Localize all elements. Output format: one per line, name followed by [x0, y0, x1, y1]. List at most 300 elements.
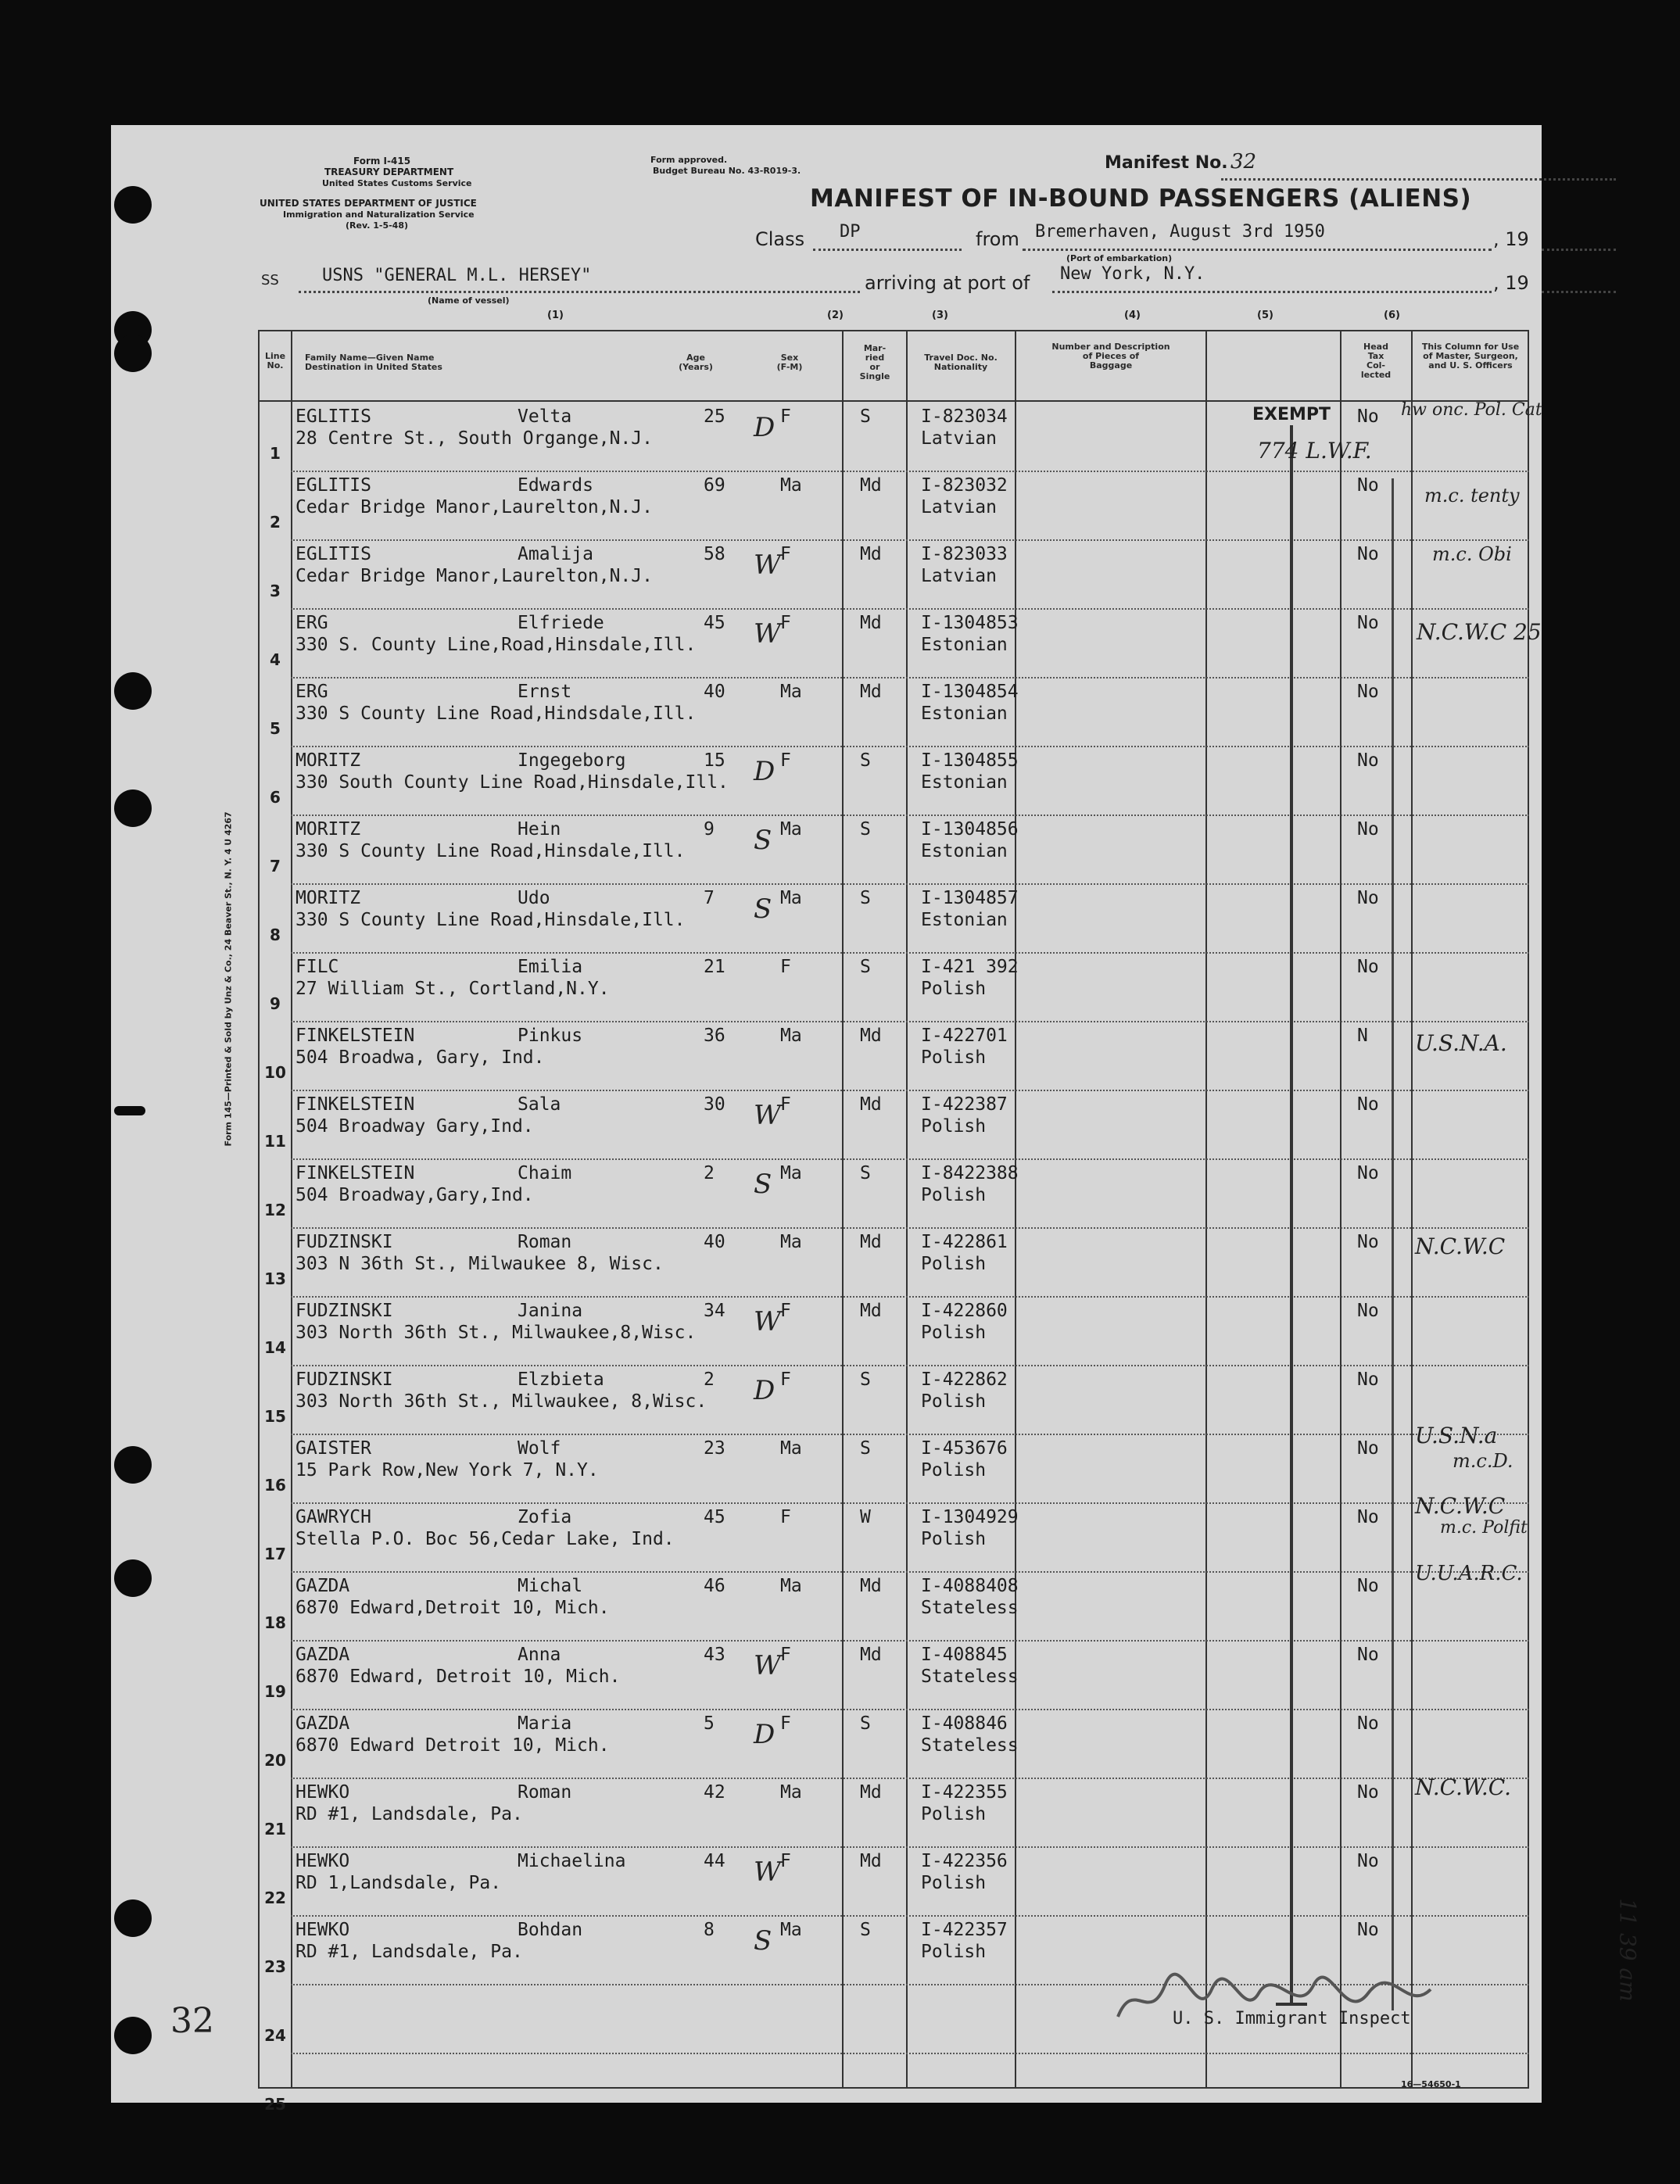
- head-tax: N: [1357, 1026, 1368, 1046]
- head-tax: No: [1357, 406, 1379, 427]
- age: 45: [704, 613, 725, 633]
- sex: F: [780, 1713, 791, 1734]
- destination: 6870 Edward Detroit 10, Mich.: [296, 1735, 610, 1756]
- destination: Cedar Bridge Manor,Laurelton,N.J.: [296, 497, 653, 517]
- age: 8: [704, 1920, 715, 1940]
- col-number: (6): [1384, 310, 1400, 321]
- line-number: 22: [264, 1889, 286, 1907]
- sex-mark: D: [754, 1719, 776, 1750]
- nationality: Stateless: [921, 1598, 1019, 1618]
- age: 40: [704, 682, 725, 702]
- customs-line: United States Customs Service: [322, 178, 472, 188]
- nationality: Stateless: [921, 1667, 1019, 1687]
- punch-hole: [114, 672, 152, 710]
- travel-doc-number: I-422356: [921, 1851, 1008, 1871]
- destination: 6870 Edward, Detroit 10, Mich.: [296, 1667, 621, 1687]
- nationality: Estonian: [921, 635, 1008, 655]
- given-name: Roman: [518, 1232, 572, 1252]
- ins-line: Immigration and Naturalization Service: [283, 209, 475, 220]
- family-name: FUDZINSKI: [296, 1301, 393, 1321]
- age: 58: [704, 544, 725, 564]
- officer-note: N.C.W.C: [1415, 1493, 1506, 1519]
- head-tax: No: [1357, 1713, 1379, 1734]
- family-name: EGLITIS: [296, 406, 371, 427]
- officer-note: U.S.N.a: [1415, 1423, 1498, 1448]
- age: 7: [704, 888, 715, 908]
- rev-line: (Rev. 1-5-48): [346, 220, 409, 231]
- passenger-table: [258, 330, 1529, 2114]
- punch-hole: [114, 1106, 145, 1115]
- travel-doc-number: I-422862: [921, 1369, 1008, 1390]
- sex: F: [780, 1301, 791, 1321]
- table-row: [258, 539, 1529, 608]
- tax-brace-line: [1392, 478, 1394, 2010]
- sex-mark: S: [754, 825, 772, 856]
- family-name: EGLITIS: [296, 475, 371, 496]
- travel-doc-number: I-1304857: [921, 888, 1019, 908]
- justice-line: UNITED STATES DEPARTMENT OF JUSTICE: [260, 198, 477, 209]
- nationality: Estonian: [921, 910, 1008, 930]
- travel-doc-number: I-823033: [921, 544, 1008, 564]
- punch-hole: [114, 2017, 152, 2054]
- travel-doc-number: I-408845: [921, 1645, 1008, 1665]
- table-row: [258, 1502, 1529, 1571]
- given-name: Hein: [518, 819, 561, 840]
- line-number: 11: [264, 1132, 286, 1151]
- sex: F: [780, 957, 791, 977]
- header-travel-doc: Travel Doc. No. Nationality: [924, 353, 998, 372]
- from-value: Bremerhaven, August 3rd 1950: [1035, 222, 1325, 242]
- line-number: 4: [270, 650, 281, 669]
- marital-status: Md: [860, 613, 882, 633]
- travel-doc-number: I-1304929: [921, 1507, 1019, 1527]
- sex: Ma: [780, 682, 802, 702]
- sex-mark: W: [754, 618, 781, 650]
- travel-doc-number: I-1304855: [921, 750, 1019, 771]
- sex: F: [780, 544, 791, 564]
- marital-status: S: [860, 1163, 871, 1183]
- treasury-line: TREASURY DEPARTMENT: [324, 166, 454, 177]
- given-name: Bohdan: [518, 1920, 583, 1940]
- given-name: Wolf: [518, 1438, 561, 1459]
- age: 5: [704, 1713, 715, 1734]
- arriving-label: arriving at port of: [865, 272, 1030, 294]
- sex: F: [780, 406, 791, 427]
- table-row: [258, 883, 1529, 952]
- marital-status: S: [860, 1713, 871, 1734]
- marital-status: Md: [860, 1301, 882, 1321]
- given-name: Elfriede: [518, 613, 604, 633]
- sex-mark: S: [754, 893, 772, 925]
- family-name: FINKELSTEIN: [296, 1163, 415, 1183]
- manifest-no-dots: [1221, 178, 1616, 181]
- given-name: Udo: [518, 888, 550, 908]
- family-name: GAWRYCH: [296, 1507, 371, 1527]
- table-row: [258, 1778, 1529, 1846]
- head-tax: No: [1357, 819, 1379, 840]
- sex: Ma: [780, 1782, 802, 1803]
- destination: 330 S County Line Road,Hindsdale,Ill.: [296, 704, 697, 724]
- age: 15: [704, 750, 725, 771]
- marital-status: Md: [860, 1026, 882, 1046]
- given-name: Ingegeborg: [518, 750, 626, 771]
- header-married: Mar- ried or Single: [859, 343, 890, 381]
- line-number: 14: [264, 1338, 286, 1357]
- family-name: ERG: [296, 613, 328, 633]
- nationality: Polish: [921, 1460, 987, 1480]
- family-name: FINKELSTEIN: [296, 1094, 415, 1115]
- marital-status: Md: [860, 1645, 882, 1665]
- line-number: 12: [264, 1201, 286, 1219]
- age: 36: [704, 1026, 725, 1046]
- family-name: ERG: [296, 682, 328, 702]
- marital-status: S: [860, 888, 871, 908]
- arriving-port: New York, N.Y.: [1060, 264, 1205, 284]
- line-number: 21: [264, 1820, 286, 1838]
- age: 2: [704, 1369, 715, 1390]
- nationality: Polish: [921, 1873, 987, 1893]
- given-name: Sala: [518, 1094, 561, 1115]
- destination: RD 1,Landsdale, Pa.: [296, 1873, 502, 1893]
- destination: 27 William St., Cortland,N.Y.: [296, 979, 610, 999]
- age: 46: [704, 1576, 725, 1596]
- head-tax: No: [1357, 1851, 1379, 1871]
- sex: Ma: [780, 1163, 802, 1183]
- marital-status: S: [860, 957, 871, 977]
- line-number: 9: [270, 994, 281, 1013]
- sex: Ma: [780, 1232, 802, 1252]
- marital-status: S: [860, 750, 871, 771]
- sex-mark: D: [754, 756, 776, 787]
- nationality: Stateless: [921, 1735, 1019, 1756]
- table-row: [258, 952, 1529, 1021]
- header-line-no: Line No.: [264, 351, 286, 371]
- year-dots-1: [1542, 249, 1616, 251]
- head-tax: No: [1357, 1369, 1379, 1390]
- nationality: Estonian: [921, 841, 1008, 861]
- table-row: [258, 2053, 1529, 2121]
- family-name: HEWKO: [296, 1851, 350, 1871]
- officer-note: N.C.W.C 25: [1417, 619, 1542, 645]
- nationality: Polish: [921, 1116, 987, 1137]
- destination: 303 North 36th St., Milwaukee, 8,Wisc.: [296, 1391, 707, 1412]
- marital-status: Md: [860, 475, 882, 496]
- form-number: Form I-415: [353, 156, 411, 166]
- punch-hole: [114, 1446, 152, 1484]
- family-name: EGLITIS: [296, 544, 371, 564]
- line-number: 6: [270, 788, 281, 807]
- year-dots-2: [1542, 291, 1616, 293]
- line-number: 5: [270, 719, 281, 738]
- marital-status: Md: [860, 1782, 882, 1803]
- given-name: Anna: [518, 1645, 561, 1665]
- marital-status: S: [860, 406, 871, 427]
- class-label: Class: [755, 228, 805, 250]
- given-name: Roman: [518, 1782, 572, 1803]
- head-tax: No: [1357, 750, 1379, 771]
- table-row: [258, 815, 1529, 883]
- family-name: FUDZINSKI: [296, 1369, 393, 1390]
- table-row: [258, 1296, 1529, 1365]
- head-tax: No: [1357, 1507, 1379, 1527]
- given-name: Elzbieta: [518, 1369, 604, 1390]
- punch-hole: [114, 186, 152, 224]
- nationality: Polish: [921, 979, 987, 999]
- table-row: [258, 608, 1529, 677]
- sex-mark: W: [754, 1650, 781, 1681]
- sex-mark: W: [754, 1100, 781, 1131]
- class-dots: [813, 249, 962, 251]
- age: 44: [704, 1851, 725, 1871]
- head-tax: No: [1357, 888, 1379, 908]
- family-name: GAZDA: [296, 1645, 350, 1665]
- marital-status: W: [860, 1507, 871, 1527]
- sex: Ma: [780, 1438, 802, 1459]
- travel-doc-number: I-4088408: [921, 1576, 1019, 1596]
- sex: Ma: [780, 1576, 802, 1596]
- marital-status: Md: [860, 1232, 882, 1252]
- table-row: [258, 746, 1529, 815]
- family-name: MORITZ: [296, 819, 361, 840]
- age: 43: [704, 1645, 725, 1665]
- line-number: 3: [270, 582, 281, 600]
- header-head-tax: Head Tax Col- lected: [1360, 342, 1392, 380]
- nationality: Polish: [921, 1254, 987, 1274]
- officer-note: 774 L.W.F.: [1257, 438, 1372, 464]
- col-number: (2): [827, 310, 844, 321]
- head-tax: No: [1357, 1232, 1379, 1252]
- head-tax: No: [1357, 475, 1379, 496]
- nationality: Latvian: [921, 497, 997, 517]
- officer-note: N.C.W.C: [1415, 1233, 1506, 1259]
- age: 30: [704, 1094, 725, 1115]
- manifest-sheet: [111, 125, 1641, 2114]
- family-name: GAZDA: [296, 1576, 350, 1596]
- nationality: Estonian: [921, 772, 1008, 793]
- line-number: 8: [270, 926, 281, 944]
- head-tax: No: [1357, 1438, 1379, 1459]
- officer-note: m.c.D.: [1453, 1450, 1513, 1472]
- family-name: FINKELSTEIN: [296, 1026, 415, 1046]
- sex-mark: D: [754, 1375, 776, 1406]
- destination: 6870 Edward,Detroit 10, Mich.: [296, 1598, 610, 1618]
- given-name: Pinkus: [518, 1026, 583, 1046]
- destination: 330 S County Line Road,Hinsdale,Ill.: [296, 910, 686, 930]
- ss-label: SS: [261, 272, 279, 288]
- officer-note: U.U.A.R.C.: [1415, 1562, 1523, 1585]
- table-row: [258, 1571, 1529, 1640]
- travel-doc-number: I-422701: [921, 1026, 1008, 1046]
- nationality: Estonian: [921, 704, 1008, 724]
- exempt-vertical-line: [1290, 425, 1293, 2006]
- nationality: Polish: [921, 1942, 987, 1962]
- given-name: Emilia: [518, 957, 583, 977]
- punch-hole: [114, 1559, 152, 1597]
- given-name: Velta: [518, 406, 572, 427]
- from-label: from: [976, 228, 1019, 250]
- exempt-stamp: EXEMPT: [1252, 405, 1331, 424]
- nationality: Polish: [921, 1047, 987, 1068]
- given-name: Ernst: [518, 682, 572, 702]
- sex-mark: W: [754, 1856, 781, 1888]
- officer-note: m.c. Polfit: [1440, 1518, 1528, 1538]
- sex: Ma: [780, 1920, 802, 1940]
- marital-status: Md: [860, 1851, 882, 1871]
- officer-note: 11 39 am: [1614, 1898, 1641, 2002]
- travel-doc-number: I-1304853: [921, 613, 1019, 633]
- officer-note: hw onc. Pol. Cat: [1401, 400, 1542, 420]
- sex: F: [780, 750, 791, 771]
- punch-hole: [114, 789, 152, 827]
- family-name: HEWKO: [296, 1920, 350, 1940]
- table-row: [258, 1090, 1529, 1158]
- destination: 303 North 36th St., Milwaukee,8,Wisc.: [296, 1323, 697, 1343]
- year-suffix-2: , 19: [1493, 272, 1529, 294]
- col-number: (5): [1257, 310, 1273, 321]
- head-tax: No: [1357, 1920, 1379, 1940]
- punch-hole: [114, 335, 152, 372]
- destination: 330 South County Line Road,Hinsdale,Ill.: [296, 772, 729, 793]
- destination: RD #1, Landsdale, Pa.: [296, 1804, 523, 1824]
- header-officers: This Column for Use of Master, Surgeon, and U. S. Officers: [1421, 342, 1520, 371]
- vessel-dots: [299, 291, 860, 293]
- vessel-caption: (Name of vessel): [428, 295, 510, 306]
- table-row: [258, 677, 1529, 746]
- age: 42: [704, 1782, 725, 1803]
- header-sex: Sex (F-M): [776, 353, 803, 372]
- family-name: MORITZ: [296, 750, 361, 771]
- table-row: [258, 1434, 1529, 1502]
- nationality: Polish: [921, 1529, 987, 1549]
- printer-side-text: Form 145—Printed & Sold by Unz & Co., 24 Beaver St., N. Y. 4 U 4267: [223, 811, 234, 1147]
- head-tax: No: [1357, 544, 1379, 564]
- col-number: (4): [1124, 310, 1141, 321]
- manifest-title: MANIFEST OF IN-BOUND PASSENGERS (ALIENS): [810, 184, 1472, 213]
- from-dots: [1023, 249, 1492, 251]
- travel-doc-number: I-422357: [921, 1920, 1008, 1940]
- officer-note: m.c. tenty: [1424, 485, 1520, 507]
- given-name: Michaelina: [518, 1851, 626, 1871]
- age: 34: [704, 1301, 725, 1321]
- table-row: [258, 1365, 1529, 1434]
- table-row: [258, 471, 1529, 539]
- destination: 504 Broadway Gary,Ind.: [296, 1116, 534, 1137]
- marital-status: Md: [860, 1576, 882, 1596]
- head-tax: No: [1357, 1094, 1379, 1115]
- destination: 504 Broadwa, Gary, Ind.: [296, 1047, 545, 1068]
- nationality: Polish: [921, 1804, 987, 1824]
- travel-doc-number: I-1304854: [921, 682, 1019, 702]
- sex: F: [780, 1369, 791, 1390]
- marital-status: S: [860, 1369, 871, 1390]
- arriving-dots: [1052, 291, 1492, 293]
- margin-number: 32: [170, 2001, 214, 2041]
- sex: Ma: [780, 475, 802, 496]
- travel-doc-number: I-422861: [921, 1232, 1008, 1252]
- head-tax: No: [1357, 1301, 1379, 1321]
- table-row: [258, 1709, 1529, 1778]
- given-name: Janina: [518, 1301, 583, 1321]
- table-row: [258, 1158, 1529, 1227]
- line-number: 10: [264, 1063, 286, 1082]
- destination: 28 Centre St., South Organge,N.J.: [296, 428, 653, 449]
- line-number: 7: [270, 857, 281, 875]
- punch-hole: [114, 1899, 152, 1937]
- line-number: 15: [264, 1407, 286, 1426]
- family-name: GAZDA: [296, 1713, 350, 1734]
- sex-mark: S: [754, 1925, 772, 1957]
- form-approved: Form approved.: [650, 155, 728, 165]
- line-number: 18: [264, 1613, 286, 1632]
- given-name: Zofia: [518, 1507, 572, 1527]
- travel-doc-number: I-823032: [921, 475, 1008, 496]
- table-row: [258, 1640, 1529, 1709]
- travel-doc-number: I-1304856: [921, 819, 1019, 840]
- line-number: 19: [264, 1682, 286, 1701]
- budget-bureau: Budget Bureau No. 43-R019-3.: [653, 166, 801, 176]
- destination: Cedar Bridge Manor,Laurelton,N.J.: [296, 566, 653, 586]
- age: 23: [704, 1438, 725, 1459]
- travel-doc-number: I-422355: [921, 1782, 1008, 1803]
- travel-doc-number: I-408846: [921, 1713, 1008, 1734]
- sex-mark: S: [754, 1169, 772, 1200]
- travel-doc-number: I-421 392: [921, 957, 1019, 977]
- given-name: Chaim: [518, 1163, 572, 1183]
- marital-status: Md: [860, 1094, 882, 1115]
- head-tax: No: [1357, 957, 1379, 977]
- line-number: 17: [264, 1545, 286, 1563]
- officer-note: m.c. Obi: [1432, 543, 1512, 565]
- marital-status: S: [860, 1920, 871, 1940]
- travel-doc-number: I-422387: [921, 1094, 1008, 1115]
- given-name: Maria: [518, 1713, 572, 1734]
- sex: F: [780, 1094, 791, 1115]
- destination: 303 N 36th St., Milwaukee 8, Wisc.: [296, 1254, 664, 1274]
- port-embark-caption: (Port of embarkation): [1066, 253, 1173, 263]
- head-tax: No: [1357, 1576, 1379, 1596]
- family-name: HEWKO: [296, 1782, 350, 1803]
- nationality: Latvian: [921, 566, 997, 586]
- family-name: FILC: [296, 957, 339, 977]
- travel-doc-number: I-453676: [921, 1438, 1008, 1459]
- line-number: 24: [264, 2026, 286, 2045]
- marital-status: S: [860, 1438, 871, 1459]
- age: 2: [704, 1163, 715, 1183]
- destination: Stella P.O. Boc 56,Cedar Lake, Ind.: [296, 1529, 675, 1549]
- sex-mark: W: [754, 1306, 781, 1337]
- class-value: DP: [840, 222, 861, 242]
- line-number: 16: [264, 1476, 286, 1495]
- destination: 330 S County Line Road,Hinsdale,Ill.: [296, 841, 686, 861]
- year-suffix-1: , 19: [1493, 228, 1529, 250]
- age: 21: [704, 957, 725, 977]
- header-age: Age (Years): [679, 353, 713, 372]
- nationality: Polish: [921, 1185, 987, 1205]
- manifest-no-value: 32: [1230, 150, 1257, 174]
- nationality: Polish: [921, 1391, 987, 1412]
- head-tax: No: [1357, 1782, 1379, 1803]
- header-name: Family Name—Given Name Destination in United States: [305, 353, 442, 372]
- inspector-title: U. S. Immigrant Inspect: [1173, 2009, 1411, 2028]
- line-number: 25: [264, 2095, 286, 2114]
- line-number: 1: [270, 444, 281, 463]
- destination: 15 Park Row,New York 7, N.Y.: [296, 1460, 599, 1480]
- sex: Ma: [780, 1026, 802, 1046]
- sex: F: [780, 1645, 791, 1665]
- line-number: 23: [264, 1957, 286, 1976]
- age: 25: [704, 406, 725, 427]
- form-footer-number: 16—54650-1: [1401, 2079, 1461, 2089]
